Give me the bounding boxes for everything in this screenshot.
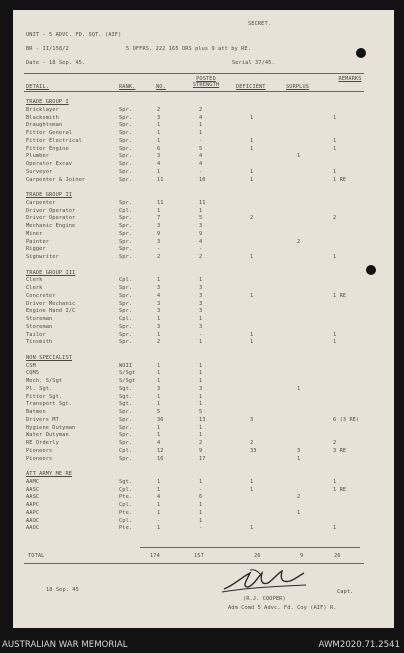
cell-n: 16 bbox=[157, 455, 164, 462]
cell-p: - bbox=[199, 137, 203, 144]
cell-n: 1 bbox=[157, 486, 161, 493]
cell-d: Water Dutyman bbox=[26, 432, 69, 439]
cell-df: 1 bbox=[250, 478, 254, 485]
cell-d: AAOC bbox=[26, 517, 40, 524]
cell-n: 3 bbox=[157, 385, 161, 392]
cell-n: 3 bbox=[157, 153, 161, 160]
cell-n: 4 bbox=[157, 292, 161, 299]
cell-d: Pl. Sgt. bbox=[26, 385, 53, 392]
cell-r: Sgt. bbox=[119, 401, 133, 408]
cell-r: Spr. bbox=[119, 176, 133, 183]
cell-d: AASC bbox=[26, 486, 40, 493]
cell-p: 3 bbox=[199, 285, 203, 291]
cell-p: 1 bbox=[199, 339, 203, 346]
cell-rm: 1 bbox=[333, 478, 337, 485]
cell-r: Cpl. bbox=[119, 486, 133, 493]
total-number: 174 bbox=[150, 553, 160, 559]
cell-d: Operator Excav bbox=[26, 161, 73, 167]
cell-p: 1 bbox=[199, 424, 203, 431]
cell-p: 1 bbox=[199, 502, 203, 508]
cell-n: 1 bbox=[157, 378, 161, 384]
cell-p: 3 bbox=[199, 385, 203, 392]
cell-su: 2 bbox=[297, 494, 301, 501]
cell-r: Pte. bbox=[119, 525, 133, 532]
cell-r: Spr. bbox=[119, 106, 133, 113]
cell-n: 1 bbox=[157, 277, 161, 284]
cell-p: 1 bbox=[199, 509, 203, 516]
cell-r: Cpl. bbox=[119, 277, 133, 284]
cell-d: Blacksmith bbox=[26, 114, 59, 121]
cell-p: 3 bbox=[199, 308, 203, 315]
signature bbox=[220, 565, 310, 595]
cell-n: 1 bbox=[157, 478, 161, 485]
cell-p: 1 bbox=[199, 316, 203, 322]
cell-p: 1 bbox=[199, 122, 203, 129]
cell-rm: 1 bbox=[333, 331, 337, 338]
section-heading: NON SPECIALIST bbox=[26, 354, 73, 361]
cell-p: 4 bbox=[199, 161, 203, 167]
cell-n: 3 bbox=[157, 285, 161, 291]
cell-n: 36 bbox=[157, 416, 164, 423]
cell-n: 1 bbox=[157, 362, 161, 369]
cell-r: Spr. bbox=[119, 145, 133, 152]
section-heading: TRADE GROUP I bbox=[26, 99, 69, 105]
cell-n: - bbox=[157, 246, 161, 253]
cell-p: 5 bbox=[199, 145, 203, 152]
cell-p: 9 bbox=[199, 447, 203, 454]
cell-su: 3 bbox=[297, 447, 301, 454]
cell-rm: 1 bbox=[333, 145, 337, 152]
col-surplus: SURPLUS bbox=[286, 84, 310, 90]
cell-df: 3 bbox=[250, 416, 254, 423]
cell-p: 5 bbox=[199, 215, 203, 222]
cell-p: 1 bbox=[199, 432, 203, 439]
cell-rm: 1 bbox=[333, 525, 337, 532]
col-posted: POSTED STRENGTH bbox=[192, 76, 220, 88]
cell-r: Spr. bbox=[119, 455, 133, 462]
cell-n: 1 bbox=[157, 122, 161, 129]
cell-r: S/Sgt bbox=[119, 378, 136, 384]
cell-n: 9 bbox=[157, 230, 161, 237]
cell-n: 3 bbox=[157, 323, 161, 330]
col-number: NO. bbox=[156, 84, 166, 90]
total-deficient: 26 bbox=[254, 553, 261, 559]
cell-n: 1 bbox=[157, 168, 161, 175]
cell-r: Spr. bbox=[119, 130, 133, 136]
cell-d: Plumber bbox=[26, 153, 50, 160]
cell-r: Cpl. bbox=[119, 517, 133, 524]
cell-n: 4 bbox=[157, 440, 161, 446]
cell-n: 1 bbox=[157, 502, 161, 508]
strength-line: 5 OFFRS. 222 165 ORS plus 9 att by RE. bbox=[126, 46, 251, 52]
cell-p: - bbox=[199, 486, 203, 493]
header-rule-top bbox=[24, 73, 364, 74]
cell-r: Spr. bbox=[119, 424, 133, 431]
cell-p: 4 bbox=[199, 153, 203, 160]
cell-n: 1 bbox=[157, 331, 161, 338]
cell-rm: 1 bbox=[333, 254, 337, 260]
cell-d: Carpenter bbox=[26, 199, 56, 206]
cell-d: Concreter bbox=[26, 292, 56, 299]
header-rule-bottom bbox=[24, 91, 364, 92]
cell-p: 1 bbox=[199, 207, 203, 214]
cell-p: 10 bbox=[199, 176, 206, 183]
cell-d: Engine Hand I/C bbox=[26, 308, 76, 315]
cell-n: - bbox=[157, 517, 161, 524]
cell-d: Storeman bbox=[26, 316, 53, 322]
caption-right: AWM2020.71.2541 bbox=[318, 640, 400, 650]
cell-n: 1 bbox=[157, 424, 161, 431]
cell-n: 1 bbox=[157, 509, 161, 516]
cell-d: Pioneers bbox=[26, 447, 53, 454]
cell-r: Spr. bbox=[119, 114, 133, 121]
serial-line: Serial 37/45. bbox=[232, 60, 275, 66]
cell-n: 4 bbox=[157, 494, 161, 501]
cell-n: 1 bbox=[157, 393, 161, 400]
cell-su: 1 bbox=[297, 385, 301, 392]
section-heading: ATT ARMY ME RE bbox=[26, 471, 73, 477]
date-line: Date - 18 Sep. 45. bbox=[26, 60, 86, 66]
cell-r: Spr. bbox=[119, 161, 133, 167]
cell-n: 1 bbox=[157, 370, 161, 377]
cell-d: AASC bbox=[26, 494, 40, 501]
col-rank: RANK. bbox=[119, 84, 136, 90]
cell-d: Fitter General bbox=[26, 130, 73, 136]
cell-rm: 1 RE bbox=[333, 486, 347, 493]
cell-n: 1 bbox=[157, 207, 161, 214]
caption-left: AUSTRALIAN WAR MEMORIAL bbox=[2, 640, 128, 650]
cell-p: 11 bbox=[199, 199, 206, 206]
cell-r: Spr. bbox=[119, 153, 133, 160]
cell-d: Clerk bbox=[26, 277, 43, 284]
cell-p: 3 bbox=[199, 292, 203, 299]
cell-d: Drivers MT bbox=[26, 416, 59, 423]
signatory-name: (R.J. COOPER) bbox=[243, 596, 286, 602]
cell-p: 1 bbox=[199, 370, 203, 377]
cell-r: Cpl. bbox=[119, 207, 133, 214]
cell-n: 3 bbox=[157, 308, 161, 315]
cell-r: Cpl. bbox=[119, 502, 133, 508]
cell-r: Spr. bbox=[119, 122, 133, 129]
cell-p: - bbox=[199, 246, 203, 253]
cell-su: 1 bbox=[297, 509, 301, 516]
cell-su: 1 bbox=[297, 153, 301, 160]
cell-r: Sgt. bbox=[119, 393, 133, 400]
cell-p: 13 bbox=[199, 416, 206, 423]
cell-d: Driver Operator bbox=[26, 215, 76, 222]
cell-d: Signwriter bbox=[26, 254, 59, 260]
cell-r: Sgt. bbox=[119, 478, 133, 485]
cell-r: Spr. bbox=[119, 432, 133, 439]
cell-d: Hygiene Dutyman bbox=[26, 424, 76, 431]
cell-r: Spr. bbox=[119, 308, 133, 315]
cell-r: Spr. bbox=[119, 331, 133, 338]
cell-d: Draughtsman bbox=[26, 122, 63, 129]
cell-df: 1 bbox=[250, 254, 254, 260]
cell-n: 5 bbox=[157, 409, 161, 415]
cell-r: Cpl. bbox=[119, 447, 133, 454]
cell-r: S/Sgt bbox=[119, 370, 136, 377]
cell-d: Tinsmith bbox=[26, 339, 53, 346]
punch-hole-top bbox=[356, 48, 366, 58]
cell-p: 6 bbox=[199, 494, 203, 501]
cell-df: 1 bbox=[250, 145, 254, 152]
cell-n: 11 bbox=[157, 199, 164, 206]
cell-rm: 2 bbox=[333, 215, 337, 222]
col-detail: DETAIL. bbox=[26, 84, 50, 90]
cell-p: - bbox=[199, 331, 203, 338]
secret-marking: SECRET. bbox=[248, 21, 272, 27]
cell-d: CQMS bbox=[26, 370, 40, 377]
cell-p: 1 bbox=[199, 478, 203, 485]
cell-n: 7 bbox=[157, 215, 161, 222]
cell-r: Spr. bbox=[119, 230, 133, 237]
cell-d: Bricklayer bbox=[26, 106, 59, 113]
cell-r: Spr. bbox=[119, 339, 133, 346]
cell-d: Mechanic Engine bbox=[26, 223, 76, 229]
cell-rm: 1 RE bbox=[333, 176, 347, 183]
cell-p: 1 bbox=[199, 401, 203, 408]
cell-d: Transport Sgt. bbox=[26, 401, 73, 408]
cell-r: Spr. bbox=[119, 300, 133, 307]
cell-r: Cpl. bbox=[119, 316, 133, 322]
reference-line: BR - II/158/2 bbox=[26, 46, 69, 52]
cell-n: 4 bbox=[157, 161, 161, 167]
cell-rm: 1 bbox=[333, 137, 337, 144]
cell-r: Spr. bbox=[119, 199, 133, 206]
cell-df: 1 bbox=[250, 114, 254, 121]
cell-rm: 6 (3 RE) bbox=[333, 416, 360, 423]
cell-p: 4 bbox=[199, 238, 203, 245]
cell-rm: 2 bbox=[333, 440, 337, 446]
cell-d: Fitter Electrical bbox=[26, 137, 82, 144]
cell-d: AAMC bbox=[26, 478, 40, 485]
cell-n: 2 bbox=[157, 339, 161, 346]
cell-r: WOII bbox=[119, 362, 133, 369]
total-surplus: 9 bbox=[300, 553, 304, 559]
cell-n: 2 bbox=[157, 106, 161, 113]
cell-n: 6 bbox=[157, 145, 161, 152]
cell-n: 1 bbox=[157, 525, 161, 532]
document-page bbox=[13, 10, 394, 628]
cell-r: Spr. bbox=[119, 409, 133, 415]
cell-p: 5 bbox=[199, 409, 203, 415]
cell-r: Spr. bbox=[119, 440, 133, 446]
cell-rm: 3 RE bbox=[333, 447, 347, 454]
cell-p: 3 bbox=[199, 223, 203, 229]
total-remarks: 26 bbox=[334, 553, 341, 559]
cell-rm: 1 bbox=[333, 339, 337, 346]
cell-p: 1 bbox=[199, 277, 203, 284]
total-rule-bottom bbox=[24, 563, 364, 564]
cell-su: 2 bbox=[297, 238, 301, 245]
cell-d: Painter bbox=[26, 238, 50, 245]
cell-df: 1 bbox=[250, 331, 254, 338]
cell-d: Storeman bbox=[26, 323, 53, 330]
cell-df: 1 bbox=[250, 168, 254, 175]
cell-p: - bbox=[199, 168, 203, 175]
col-deficient: DEFICIENT bbox=[236, 84, 266, 90]
cell-df: 1 bbox=[250, 292, 254, 299]
cell-p: 2 bbox=[199, 440, 203, 446]
cell-r: Spr. bbox=[119, 238, 133, 245]
cell-r: Pte. bbox=[119, 494, 133, 501]
total-rule-top bbox=[140, 547, 360, 548]
cell-r: Spr. bbox=[119, 137, 133, 144]
cell-df: 33 bbox=[250, 447, 257, 454]
cell-p: 17 bbox=[199, 455, 206, 462]
total-posted: 157 bbox=[194, 553, 204, 559]
section-heading: TRADE GROUP III bbox=[26, 269, 76, 276]
punch-hole-bottom bbox=[366, 265, 376, 275]
cell-n: 11 bbox=[157, 176, 164, 183]
cell-rm: 1 RE bbox=[333, 292, 347, 299]
cell-d: Driver Mechanic bbox=[26, 300, 76, 307]
cell-r: Spr. bbox=[119, 285, 133, 291]
cell-p: - bbox=[199, 525, 203, 532]
cell-p: 2 bbox=[199, 106, 203, 113]
cell-d: Pioneers bbox=[26, 455, 53, 462]
cell-n: 3 bbox=[157, 223, 161, 229]
cell-d: AAPC bbox=[26, 509, 40, 516]
cell-d: Mech. S/Sgt bbox=[26, 378, 63, 384]
cell-r: Spr. bbox=[119, 168, 133, 175]
cell-n: 1 bbox=[157, 401, 161, 408]
cell-df: 1 bbox=[250, 525, 254, 532]
cell-r: Spr. bbox=[119, 223, 133, 229]
cell-p: 1 bbox=[199, 393, 203, 400]
cell-r: Spr. bbox=[119, 246, 133, 253]
cell-r: Spr. bbox=[119, 292, 133, 299]
cell-p: 1 bbox=[199, 378, 203, 384]
cell-p: 1 bbox=[199, 362, 203, 369]
cell-d: Driver Operator bbox=[26, 207, 76, 214]
cell-d: Tailor bbox=[26, 331, 46, 338]
cell-n: 1 bbox=[157, 137, 161, 144]
total-label: TOTAL bbox=[28, 553, 45, 559]
cell-n: 3 bbox=[157, 300, 161, 307]
cell-d: Carpenter & Joiner bbox=[26, 176, 86, 183]
cell-d: RE Orderly bbox=[26, 440, 59, 446]
cell-p: 9 bbox=[199, 230, 203, 237]
cell-rm: 1 bbox=[333, 168, 337, 175]
cell-r: Sgt. bbox=[119, 385, 133, 392]
cell-n: 3 bbox=[157, 238, 161, 245]
cell-su: 1 bbox=[297, 455, 301, 462]
cell-n: 1 bbox=[157, 316, 161, 322]
cell-r: Spr. bbox=[119, 254, 133, 260]
cell-df: 1 bbox=[250, 176, 254, 183]
caption-bar bbox=[0, 637, 404, 653]
cell-p: 3 bbox=[199, 323, 203, 330]
cell-r: Spr. bbox=[119, 323, 133, 330]
cell-df: 2 bbox=[250, 440, 254, 446]
cell-d: Miner bbox=[26, 230, 43, 237]
cell-d: Batmen bbox=[26, 409, 46, 415]
cell-n: 2 bbox=[157, 254, 161, 260]
cell-d: Clerk bbox=[26, 285, 43, 291]
cell-d: AAPC bbox=[26, 502, 40, 508]
unit-line: UNIT - 5 ADVC. FD. SQT. (AIF) bbox=[26, 32, 122, 38]
cell-rm: 1 bbox=[333, 114, 337, 121]
section-heading: TRADE GROUP II bbox=[26, 192, 73, 198]
cell-d: CSM bbox=[26, 362, 36, 369]
cell-n: 12 bbox=[157, 447, 164, 454]
signatory-rank: Capt. bbox=[337, 589, 354, 595]
cell-p: 1 bbox=[199, 517, 203, 524]
col-remarks: REMARKS bbox=[338, 76, 362, 82]
cell-r: Spr. bbox=[119, 416, 133, 423]
cell-df: 2 bbox=[250, 215, 254, 222]
cell-r: Pte. bbox=[119, 509, 133, 516]
footer-date: 18 Sep. 45 bbox=[46, 587, 79, 593]
cell-n: 1 bbox=[157, 432, 161, 439]
cell-p: 1 bbox=[199, 130, 203, 136]
cell-p: 3 bbox=[199, 300, 203, 307]
cell-n: 1 bbox=[157, 130, 161, 136]
cell-p: 2 bbox=[199, 254, 203, 260]
cell-d: AAOC bbox=[26, 525, 40, 532]
cell-df: 1 bbox=[250, 486, 254, 493]
signatory-unit: Adm Comd 5 Advc. Fd. Coy (AIF) R. bbox=[228, 605, 337, 611]
cell-d: Fitter Sgt. bbox=[26, 393, 63, 400]
cell-d: Rigger bbox=[26, 246, 46, 253]
cell-df: 1 bbox=[250, 137, 254, 144]
cell-p: 4 bbox=[199, 114, 203, 121]
cell-d: Surveyor bbox=[26, 168, 53, 175]
cell-r: Spr. bbox=[119, 215, 133, 222]
cell-df: 1 bbox=[250, 339, 254, 346]
cell-d: Fitter Engine bbox=[26, 145, 69, 152]
cell-n: 3 bbox=[157, 114, 161, 121]
